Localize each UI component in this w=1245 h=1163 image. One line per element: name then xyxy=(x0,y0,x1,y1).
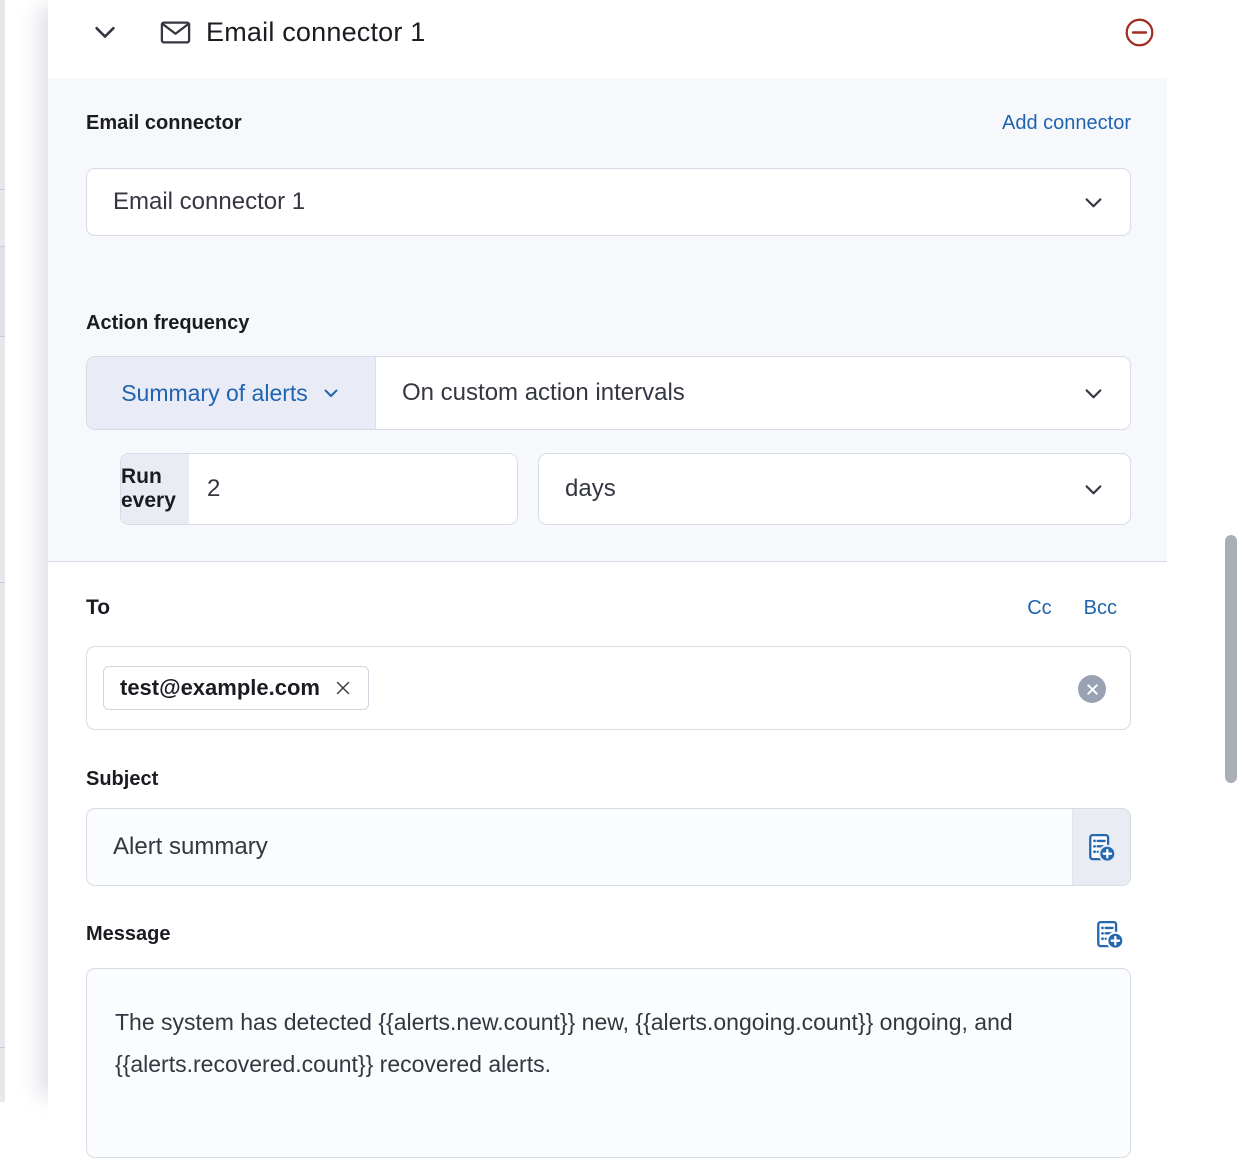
summary-selector-value: Summary of alerts xyxy=(121,379,308,406)
recipient-chip xyxy=(103,666,369,710)
interval-unit-select[interactable] xyxy=(538,453,1131,525)
action-accordion-header xyxy=(48,0,1167,78)
chevron-down-icon xyxy=(321,383,341,403)
to-label: To xyxy=(86,596,111,619)
summary-of-alerts-selector[interactable] xyxy=(87,357,376,429)
interval-unit-value: days xyxy=(565,475,616,502)
clear-recipients-button[interactable] xyxy=(1078,675,1106,703)
add-variable-icon xyxy=(1086,832,1117,863)
page-gutter xyxy=(5,0,48,1102)
connector-settings-section xyxy=(48,78,1167,562)
subject-input-group xyxy=(86,808,1131,886)
cc-link[interactable]: Cc xyxy=(1027,597,1052,619)
subject-label: Subject xyxy=(86,768,159,790)
message-add-variable-button[interactable] xyxy=(1093,918,1125,950)
cross-in-circle-icon xyxy=(1086,683,1099,696)
subject-input[interactable] xyxy=(87,809,1072,885)
interval-select-value: On custom action intervals xyxy=(402,379,685,406)
add-connector-link[interactable]: Add connector xyxy=(1002,112,1131,134)
chevron-down-icon xyxy=(91,18,119,46)
cc-bcc-links xyxy=(1027,597,1117,620)
to-label-row xyxy=(86,596,1131,628)
accordion-collapse-button[interactable] xyxy=(88,15,122,49)
run-every-input[interactable] xyxy=(189,454,517,524)
run-every-row xyxy=(120,453,1131,525)
chevron-down-icon xyxy=(1081,381,1106,406)
interval-select[interactable] xyxy=(376,357,1130,429)
email-connector-label-row xyxy=(86,112,1131,142)
email-connector-label: Email connector xyxy=(86,112,242,134)
message-label-row xyxy=(86,918,1131,950)
recipient-chip-label: test@example.com xyxy=(120,675,320,700)
cross-icon xyxy=(333,678,353,698)
to-recipients-combobox[interactable] xyxy=(86,646,1131,730)
message-label: Message xyxy=(86,922,171,945)
run-every-group xyxy=(120,453,518,525)
minus-in-circle-icon xyxy=(1124,17,1155,48)
email-params-section xyxy=(48,562,1167,1163)
connector-select[interactable] xyxy=(86,168,1131,236)
run-every-label: Run every xyxy=(121,454,189,524)
action-frequency-control xyxy=(86,356,1131,430)
chevron-down-icon xyxy=(1081,477,1106,502)
add-variable-icon xyxy=(1094,919,1125,950)
bcc-link[interactable]: Bcc xyxy=(1083,597,1117,619)
vertical-scrollbar-thumb[interactable] xyxy=(1225,535,1237,783)
envelope-icon xyxy=(159,16,192,49)
chevron-down-icon xyxy=(1081,190,1106,215)
action-title: Email connector 1 xyxy=(206,16,426,47)
action-accordion-panel xyxy=(48,0,1167,1102)
action-frequency-label: Action frequency xyxy=(86,312,250,334)
remove-action-button[interactable] xyxy=(1123,16,1155,48)
message-textarea[interactable] xyxy=(86,968,1131,1158)
connector-select-value: Email connector 1 xyxy=(113,188,306,215)
remove-recipient-button[interactable] xyxy=(332,677,354,699)
subject-add-variable-button[interactable] xyxy=(1072,809,1130,885)
